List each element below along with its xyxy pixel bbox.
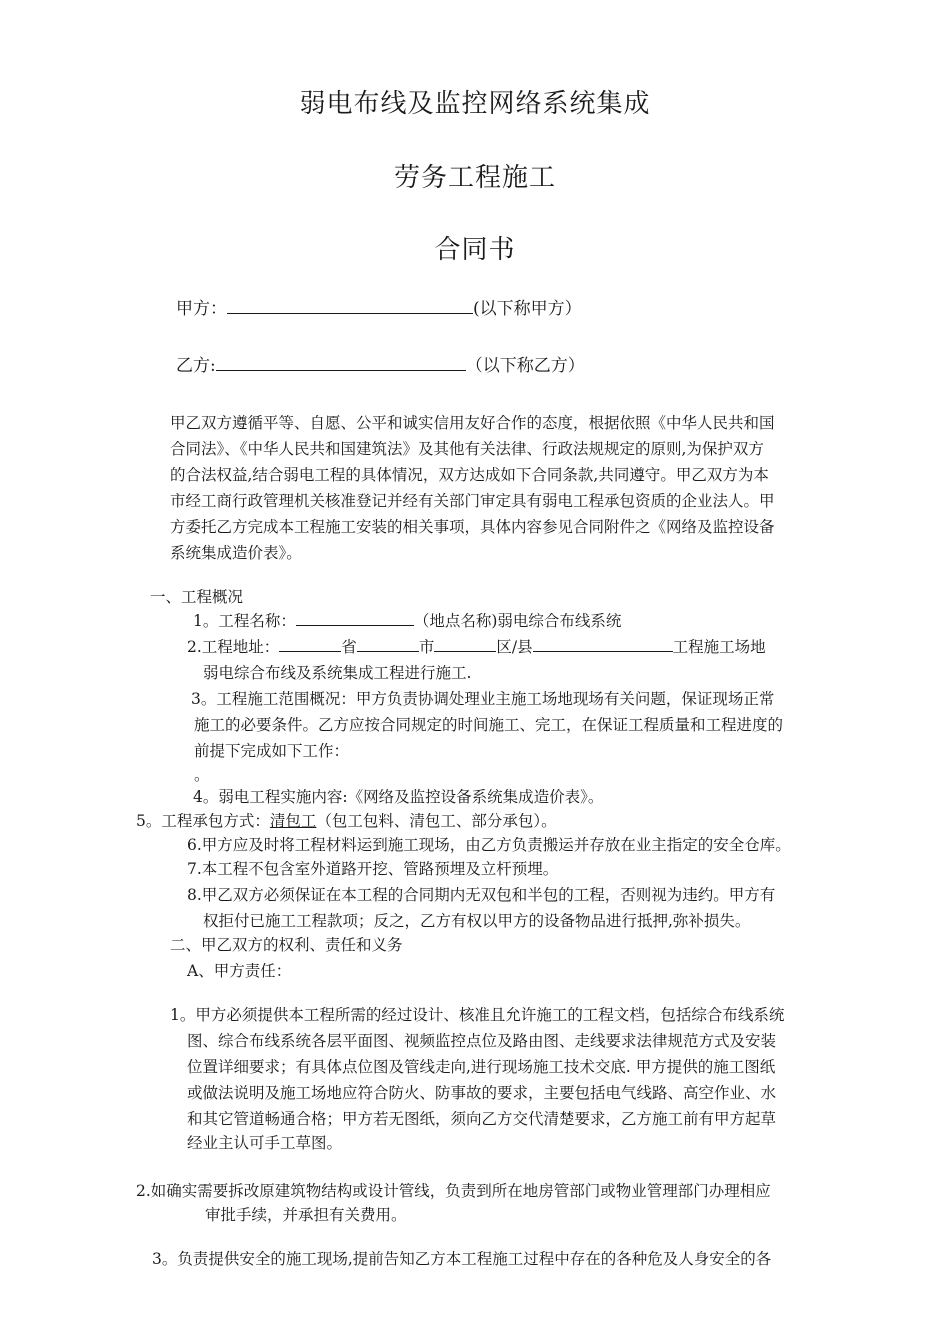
preamble-line: 市经工商行政管理机关核准登记并经有关部门审定具有弱电工程承包资质的企业法人。甲 xyxy=(170,492,775,510)
project-name-blank[interactable] xyxy=(296,610,414,626)
duty-3-line: 3。负责提供安全的施工现场,提前告知乙方本工程施工过程中存在的各种危及人身安全的各 xyxy=(152,1250,772,1268)
document-title: 弱电布线及监控网络系统集成 xyxy=(299,89,651,119)
item-2-tail: 工程施工场地 xyxy=(672,638,766,656)
duty-1-line: 和其它管道畅通合格；甲方若无图纸，须向乙方交代清楚要求，乙方施工前有甲方起草 xyxy=(187,1110,777,1128)
province-label: 省 xyxy=(341,638,357,656)
city-blank[interactable] xyxy=(357,636,419,652)
province-blank[interactable] xyxy=(279,636,341,652)
party-a-duties-heading: A、甲方责任： xyxy=(187,962,292,980)
party-b-label: 乙方: xyxy=(176,356,216,376)
preamble-line: 的合法权益,结合弱电工程的具体情况，双方达成如下合同条款,共同遵守。甲乙双方为本 xyxy=(170,466,769,484)
item-5-contract-type xyxy=(136,808,557,834)
district-label: 区/县 xyxy=(496,638,533,656)
section-2-heading: 二、甲乙双方的权利、责任和义务 xyxy=(170,936,403,954)
item-4-scope: 4。弱电工程实施内容:《网络及监控设备系统集成造价表》。 xyxy=(193,788,604,806)
item-8-line: 权拒付已施工工程款项；反之，乙方有权以甲方的设备物品进行抵押,弥补损失。 xyxy=(203,912,751,930)
party-a-suffix: (以下称甲方） xyxy=(473,299,582,319)
city-label: 市 xyxy=(418,638,435,656)
party-a-blank[interactable] xyxy=(227,298,473,314)
party-b-suffix: （以下称乙方） xyxy=(465,356,585,376)
item-3-line: 前提下完成如下工作： xyxy=(194,742,350,760)
document-heading: 合同书 xyxy=(434,235,516,265)
item-7: 7.本工程不包含室外道路开挖、管路预埋及立杆预埋。 xyxy=(187,860,559,878)
item-2-prefix: 2.工程地址： xyxy=(187,638,280,656)
item-8-line: 8.甲乙双方必须保证在本工程的合同期内无双包和半包的工程，否则视为违约。甲方有 xyxy=(187,886,776,904)
duty-2-line: 2.如确实需要拆改原建筑物结构或设计管线，负责到所在地房管部门或物业管理部门办理相应 xyxy=(136,1182,771,1200)
item-1-suffix: （地点名称)弱电综合布线系统 xyxy=(413,612,622,630)
preamble-line: 合同法》、《中华人民共和国建筑法》及其他有关法律、行政法规规定的原则,为保护双方 xyxy=(170,440,764,458)
section-1-heading: 一、工程概况 xyxy=(150,588,244,606)
duty-1-line: 图、综合布线系统各层平面图、视频监控点位及路由图、走线要求法律规范方式及安装 xyxy=(187,1032,777,1050)
duty-1-line: 或做法说明及施工场地应符合防火、防事故的要求，主要包括电气线路、高空作业、水 xyxy=(187,1084,777,1102)
contract-type-value: 清包工 xyxy=(269,812,317,830)
item-5-suffix: （包工包料、清包工、部分承包）。 xyxy=(316,812,557,830)
duty-1-line: 1。甲方必须提供本工程所需的经过设计、核准且允许施工的工程文档，包括综合布线系统 xyxy=(170,1006,785,1024)
document-subtitle: 劳务工程施工 xyxy=(393,163,556,193)
duty-1-line: 经业主认可手工草图。 xyxy=(187,1134,343,1152)
duty-2-line: 审批手续，并承担有关费用。 xyxy=(205,1206,407,1224)
item-2-continuation: 弱电综合布线及系统集成工程进行施工. xyxy=(203,664,472,682)
item-2-address xyxy=(187,634,766,660)
district-blank[interactable] xyxy=(434,636,496,652)
party-a-label: 甲方： xyxy=(176,299,227,319)
party-b-blank[interactable] xyxy=(216,355,466,371)
preamble-line: 方委托乙方完成本工程施工安装的相关事项，具体内容参见合同附件之《网络及监控设备 xyxy=(170,518,775,536)
preamble-line: 甲乙双方遵循平等、自愿、公平和诚实信用友好合作的态度，根据依照《中华人民共和国 xyxy=(170,414,775,432)
item-3-line: 3。工程施工范围概况：甲方负责协调处理业主施工场地现场有关问题，保证现场正常 xyxy=(191,690,775,708)
duty-1-line: 位置详细要求；有具体点位图及管线走向,进行现场施工技术交底. 甲方提供的施工图纸 xyxy=(187,1058,776,1076)
item-5-prefix: 5。工程承包方式： xyxy=(136,812,270,830)
preamble-line: 系统集成造价表》。 xyxy=(170,544,302,562)
party-b-line xyxy=(176,353,585,379)
party-a-line xyxy=(176,296,582,322)
item-3-line: 。 xyxy=(194,766,210,784)
address-detail-blank[interactable] xyxy=(533,636,673,652)
item-6: 6.甲方应及时将工程材料运到施工现场，由乙方负责搬运并存放在业主指定的安全仓库。 xyxy=(187,836,791,854)
item-1-project-name xyxy=(193,608,621,634)
item-1-prefix: 1。工程名称： xyxy=(193,612,296,630)
item-3-line: 施工的必要条件。乙方应按合同规定的时间施工、完工，在保证工程质量和工程进度的 xyxy=(194,716,784,734)
